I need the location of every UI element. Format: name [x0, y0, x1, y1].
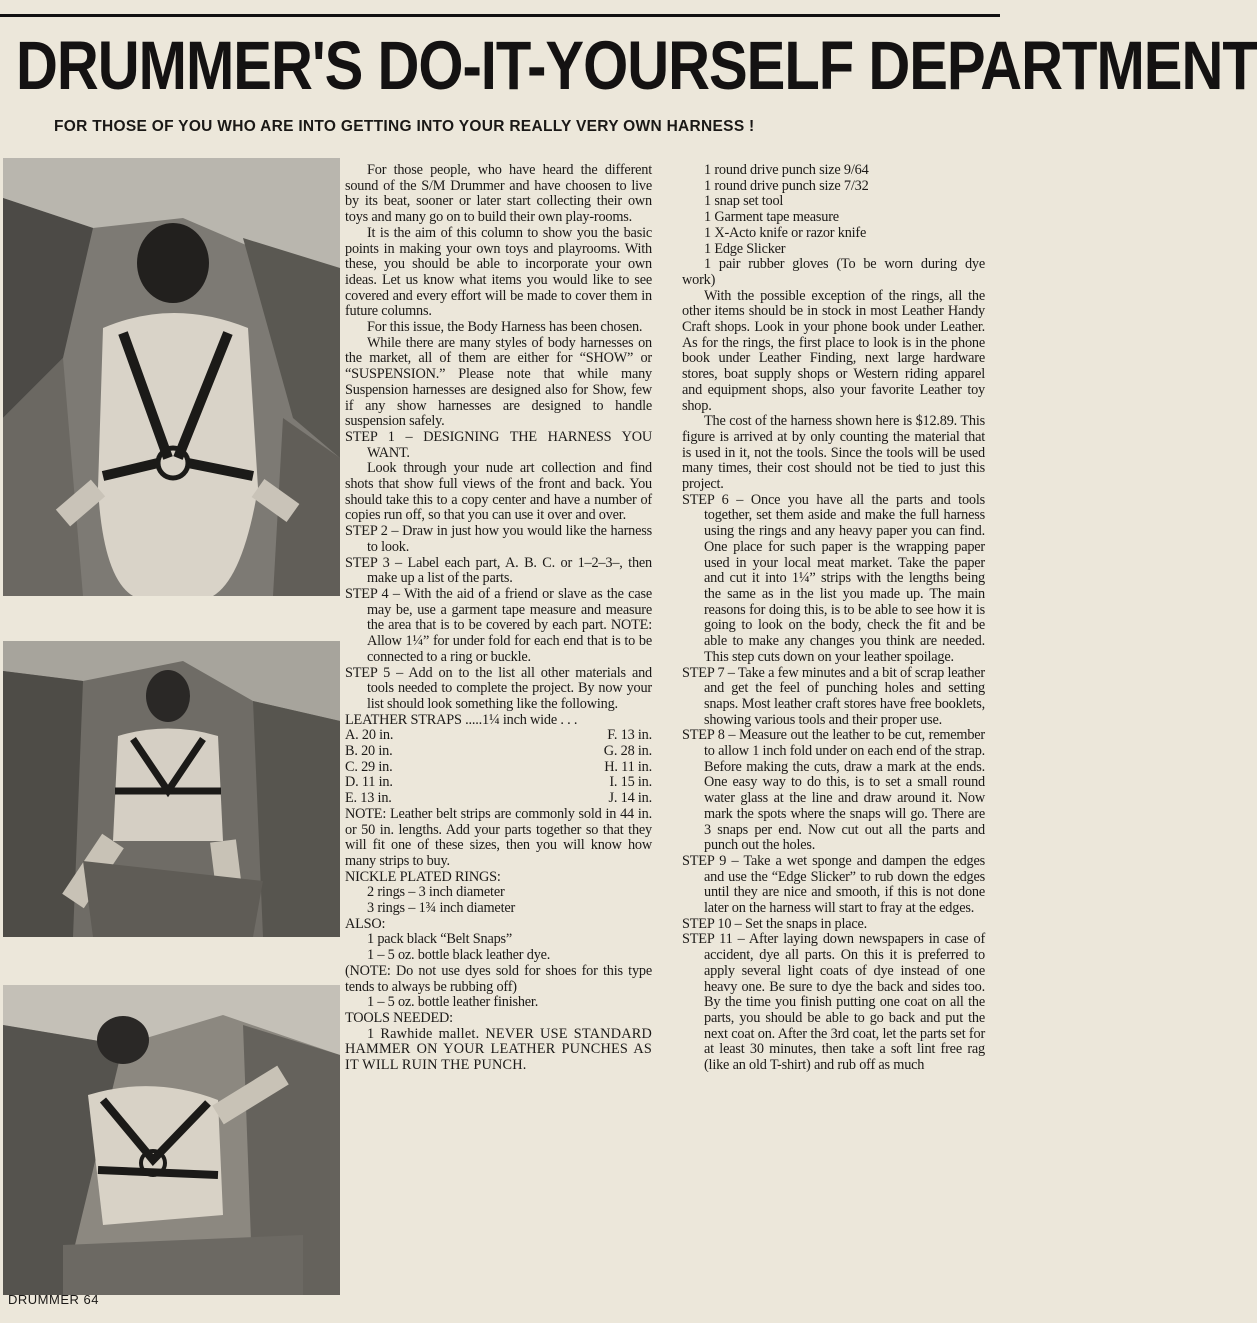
page-footer: DRUMMER 64 [8, 1292, 99, 1307]
step-paragraph: STEP 3 – Label each part, A. B. C. or 1–2–3–, then make up a list of the parts. [345, 554, 652, 587]
strap-length: J. 14 in. [608, 790, 652, 807]
tool-item: 1 Garment tape measure [704, 209, 839, 226]
ring-item: 2 rings – 3 inch diameter [367, 884, 505, 901]
step-paragraph: STEP 5 – Add on to the list all other materials and tools needed to complete the project. By now your list should look something like the following. [345, 664, 652, 712]
step-paragraph: STEP 7 – Take a few minutes and a bit of scrap leather and get the feel of punching holes and setting snaps. Most leather craft stores have free booklets, showing various tools and their proper use. [682, 664, 985, 728]
article-column-right [682, 163, 985, 1074]
article-column-left [345, 163, 652, 1074]
material-item: 1 – 5 oz. bottle black leather dye. [367, 947, 551, 964]
step-heading: STEP 1 – DESIGNING THE HARNESS YOU WANT. [345, 428, 652, 461]
strap-length: H. 11 in. [604, 758, 652, 775]
note-paragraph: NOTE: Leather belt strips are commonly sold in 44 in. or 50 in. lengths. Add your parts together so that they will fit one of these sizes, then you will know how many strips to buy. [345, 805, 652, 869]
tool-item: 1 X-Acto knife or razor knife [704, 224, 867, 241]
article-paragraph: For those people, who have heard the different sound of the S/M Drummer and have choosen to live by its beat, sooner or later start collecting their own toys and many go on to build their own play-rooms. [345, 162, 652, 226]
dye-note: (NOTE: Do not use dyes sold for shoes for this type tends to always be rubbing off) [345, 962, 652, 995]
strap-length: B. 20 in. [345, 743, 393, 760]
straps-header: LEATHER STRAPS .....1¼ inch wide . . . [345, 711, 578, 728]
photo-harness-back-view [3, 158, 340, 596]
top-rule [0, 14, 1000, 17]
strap-length: A. 20 in. [345, 727, 394, 744]
strap-row [345, 775, 652, 791]
page-headline: DRUMMER'S DO-IT-YOURSELF DEPARTMENT [16, 27, 1257, 105]
strap-row [345, 791, 652, 807]
strap-length: C. 29 in. [345, 758, 393, 775]
strap-length: I. 15 in. [609, 774, 652, 791]
step-paragraph: STEP 9 – Take a wet sponge and dampen the edges and use the “Edge Slicker” to rub down the edges until they are nice and smooth, if this is not done later on the harness will start to fray at the edges. [682, 852, 985, 917]
subheadline: FOR THOSE OF YOU WHO ARE INTO GETTING INTO YOUR REALLY VERY OWN HARNESS ! [54, 118, 755, 135]
step-paragraph: STEP 8 – Measure out the leather to be cut, remember to allow 1 inch fold under on each end of the strap. Before making the cuts, draw a mark at the ends. One easy way to do this, is to set a small round water glass at the line and draw around it. Now mark the spots where the snaps will go. There are 3 snaps per end. Now cut out all the parts and punch out the holes. [682, 727, 986, 854]
step-paragraph: STEP 11 – After laying down newspapers in case of accident, dye all parts. On this it is preferred to apply several light coats of dye instead of one heavy one. Be sure to dye the back and sides too. By the time you finish putting one coat on all the parts, you should be able to go back and put the next coat on. After the 3rd coat, let the parts set for at least 30 minutes, then take a soft lint free rag (like an old T-shirt) and rub off as much [682, 931, 985, 1074]
tool-item: 1 Edge Slicker [704, 240, 786, 257]
strap-row [345, 728, 652, 744]
strap-length: G. 28 in. [603, 743, 652, 760]
tool-item: 1 pair rubber gloves (To be worn during dye work) [682, 256, 985, 288]
material-item: 1 pack black “Belt Snaps” [367, 931, 513, 948]
tool-item: 1 round drive punch size 9/64 [704, 162, 869, 178]
step-paragraph: STEP 6 – Once you have all the parts and tools together, set them aside and make the full harness using the rings and any heavy paper you can find. One place for such paper is the wrapping paper used in your local meat market. Take the paper and cut it into 1¼” strips with the lengths being the same as in the list you made up. The main reasons for doing this, is to be able to see how it is going to look on the body, check the fit and be able to make any changes you think are needed. This step cuts down on your leather spoilage. [682, 491, 985, 665]
strap-row [345, 744, 652, 760]
also-header: ALSO: [345, 915, 386, 932]
article-paragraph: While there are many styles of body harnesses on the market, all of them are either for “SHOW” or “SUSPENSION.” Please note that while many Suspension harnesses are designed also for Show, few if any show harnesses are designed to handle suspension safely. [345, 334, 652, 430]
ring-item: 3 rings – 1¾ inch diameter [367, 900, 516, 917]
step-paragraph: STEP 4 – With the aid of a friend or slave as the case may be, use a garment tape measure and measure the area that is to be covered by each part. NOTE: Allow 1¼” for under fold for each end that is to be connected to a ring or buckle. [345, 585, 652, 665]
tool-item: 1 snap set tool [704, 193, 784, 210]
article-paragraph: It is the aim of this column to show you the basic points in making your own toys and playrooms. With these, you should be able to incorporate your own ideas. Let us know what items you would like to see covered and every effort will be made to cover them in future columns. [345, 224, 652, 320]
rings-header: NICKLE PLATED RINGS: [345, 868, 501, 885]
step-paragraph: STEP 2 – Draw in just how you would like the harness to look. [345, 523, 652, 555]
photo-harness-front-seated [3, 641, 340, 937]
article-paragraph: The cost of the harness shown here is $12.89. This figure is arrived at by only counting the material that is used in it, not the tools. Since the tools will be used many times, their cost should not be tied to just this project. [682, 413, 985, 493]
article-paragraph: With the possible exception of the rings, all the other items should be in stock in most Leather Handy Craft shops. Look in your phone book under Leather. As for the rings, the first place to look is in the phone book under Leather Finding, next large hardware stores, boat supply shops or Western riding apparel and equipment shops, also your favorite Leather toy shop. [682, 287, 985, 414]
article-paragraph: For this issue, the Body Harness has been chosen. [367, 319, 643, 336]
tool-item: 1 round drive punch size 7/32 [704, 177, 869, 194]
material-item: 1 – 5 oz. bottle leather finisher. [367, 994, 539, 1011]
strap-row [345, 760, 652, 776]
strap-length: D. 11 in. [345, 774, 393, 791]
article-paragraph: Look through your nude art collection and find shots that show full views of the front and back. You should take this to a copy center and have a number of copies run off, so that you can use it over and over. [345, 460, 652, 524]
strap-length: F. 13 in. [607, 727, 652, 744]
strap-length: E. 13 in. [345, 790, 392, 807]
photo-harness-leaning [3, 985, 340, 1295]
step-paragraph: STEP 10 – Set the snaps in place. [682, 915, 868, 932]
tools-header: TOOLS NEEDED: [345, 1009, 453, 1026]
tool-mallet: 1 Rawhide mallet. NEVER USE STANDARD HAMMER ON YOUR LEATHER PUNCHES AS IT WILL RUIN THE PUNCH. [345, 1025, 652, 1074]
